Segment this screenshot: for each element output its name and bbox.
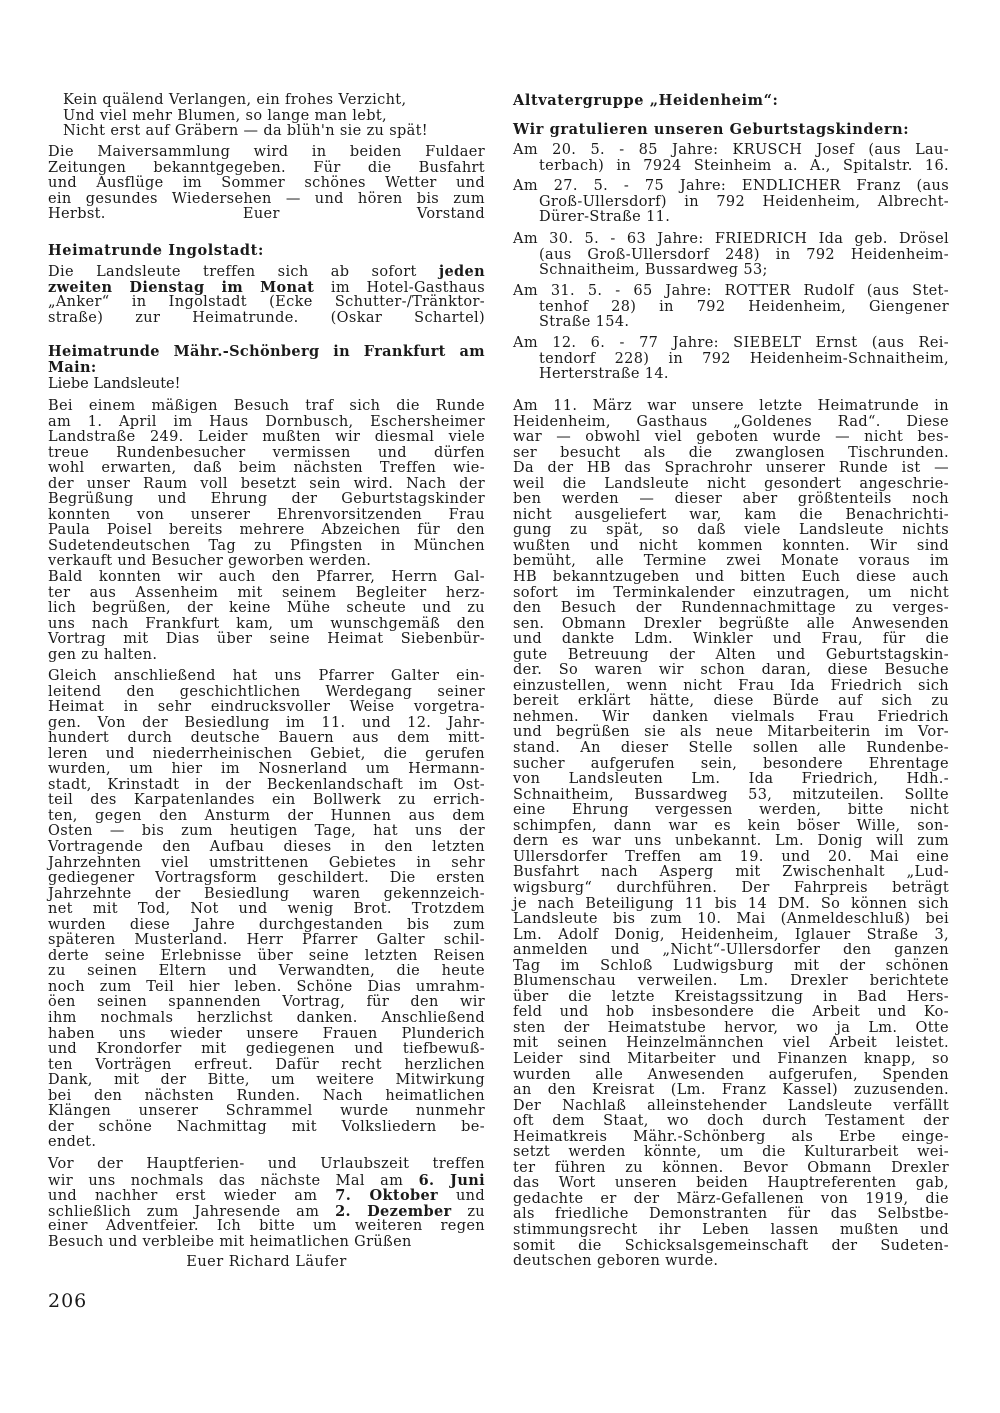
text-line: Dürer-Straße 11. xyxy=(539,209,671,226)
text-line: Heimatkreis Mähr.-Schönberg als Erbe einge- xyxy=(513,1128,949,1145)
text-line: „Anker“ in Ingolstadt (Ecke Schutter-/Tränktor- xyxy=(48,294,485,311)
paragraph-ingolstadt xyxy=(48,264,485,326)
text-line: sten der Heimatstube hervor, wo ja Lm. Otte xyxy=(513,1019,949,1036)
text-line: war — obwohl viel geboten wurde — nicht bes- xyxy=(513,429,949,446)
text-line: Main: xyxy=(48,358,97,376)
text-line: von Landsleuten Lm. Ida Friedrich, Hdh.- xyxy=(513,771,949,788)
text-line: derte seine Erlebnisse über seine letzten Reisen xyxy=(48,947,485,964)
text-line: Gleich anschließend hat uns Pfarrer Galter ein- xyxy=(48,668,485,684)
text-line: Dank, mit der Bitte, um weitere Mitwirkung xyxy=(48,1072,485,1089)
bold-text: jeden xyxy=(438,263,485,280)
text-line: wigsburg“ durchführen. Der Fahrpreis beträgt xyxy=(513,879,949,896)
text-line: ben werden — dieser aber größtenteils noch xyxy=(513,491,949,508)
text-line: wurden alle Anwesenden aufgerufen, Spenden xyxy=(513,1066,949,1083)
text-line: Vor der Hauptferien- und Urlaubszeit treffen xyxy=(48,1156,485,1172)
text-line: Am 27. 5. - 75 Jahre: ENDLICHER Franz (aus xyxy=(513,178,949,194)
text: und nachher erst wieder am xyxy=(48,1188,336,1205)
text-line: über die letzte Kreistagssitzung in Bad Hers- xyxy=(513,988,949,1005)
text-line: wurden, um hier im Nosnerland um Hermann- xyxy=(48,761,485,778)
text-line: schimpfen, dann war es kein böser Wille, son- xyxy=(513,817,949,834)
text-line xyxy=(48,280,485,296)
text-line xyxy=(48,1173,485,1189)
text-line: ihm nochmals herzlichst danken. Anschließend xyxy=(48,1010,485,1027)
text-line: endet. xyxy=(48,1134,97,1151)
text-line: Am 11. März war unsere letzte Heimatrunde in xyxy=(513,398,949,414)
text-line: Am 31. 5. - 65 Jahre: ROTTER Rudolf (aus Stet- xyxy=(513,283,949,299)
text-line xyxy=(48,1188,485,1204)
text-line: öen seinen spannenden Vortrag, für den wir xyxy=(48,994,485,1011)
text-line: Ullersdorfer Treffen am 19. und 20. Mai eine xyxy=(513,848,949,865)
birthday-entry xyxy=(513,284,949,331)
text-line: gen zu halten. xyxy=(48,646,158,663)
birthday-entry xyxy=(513,179,949,226)
text-line: Jahrzehnten viel umstrittenen Gebietes in sehr xyxy=(48,854,485,871)
text-line: sen. Obmann Drexler begrüßte alle Anwesenden xyxy=(513,615,949,632)
text-line: wußten und nicht kommen konnten. Wir sind xyxy=(513,537,949,554)
page-number: 206 xyxy=(48,1290,88,1312)
text-line: je nach Beteiligung 11 bis 14 DM. So können sich xyxy=(513,895,949,912)
text-line: Kein quälend Verlangen, ein frohes Verzicht, xyxy=(63,92,407,108)
text-line: leren und niederrheinischen Gebiet, die gerufen xyxy=(48,745,485,762)
text-line: und Krondorfer mit gediegenen und tiefbewuß- xyxy=(48,1041,485,1058)
text-line: Herterstraße 14. xyxy=(539,366,669,383)
text-line: Am 12. 6. - 77 Jahre: SIEBELT Ernst (aus Rei- xyxy=(513,335,949,351)
text-line: terbach) in 7924 Steinheim a. A., Spitalstr. 16. xyxy=(539,157,949,174)
text: Die Landsleute treffen sich ab sofort xyxy=(48,264,439,280)
paragraph-galter xyxy=(48,669,485,1151)
text-line: Vortragende den Aufbau dieses in den letzten xyxy=(48,839,485,856)
text-line: gen. Von der Besiedlung im 11. und 12. Jahr- xyxy=(48,714,485,731)
text-line: bemüht, alle Termine zwei Monate voraus im xyxy=(513,553,949,570)
text: und xyxy=(438,1188,485,1205)
text-line: Begrüßung und Ehrung der Geburtstagskinder xyxy=(48,491,485,508)
text-line: hundert durch deutsche Bauern aus dem mitt- xyxy=(48,730,485,747)
text-line: Tag im Schloß Ludwigsburg mit der schönen xyxy=(513,957,949,974)
heading-ingolstadt: Heimatrunde Ingolstadt: xyxy=(48,242,264,259)
text-line: Vortrag mit Dias über seine Heimat Siebenbür- xyxy=(48,631,485,648)
bold-text: 7. Oktober xyxy=(335,1187,439,1205)
text-line: an den Kreisrat (Lm. Franz Kassel) zuzusenden. xyxy=(513,1082,949,1099)
text-line: Paula Poisel bereits mehrere Abzeichen für den xyxy=(48,522,485,539)
text-line: ein gesundes Wiedersehen — und hören bis zum xyxy=(48,190,485,207)
text-line: und dankte Ldm. Winkler und Frau, für die xyxy=(513,631,949,648)
text-line: Klängen unserer Schrammel wurde nunmehr xyxy=(48,1103,485,1120)
text-line: leitend den geschichtlichen Werdegang seiner xyxy=(48,683,485,700)
text-line: der schöne Nachmittag mit Volksliedern be- xyxy=(48,1118,485,1135)
text-line: konnten von unserer Ehrenvorsitzenden Frau xyxy=(48,506,485,523)
text-line: teil des Karpatenlandes ein Bollwerk zu errich- xyxy=(48,792,485,809)
text-line: nicht ausgeliefert war, kam die Benachrichti- xyxy=(513,506,949,523)
text-line: mit seinen Heinzelmännchen viel Arbeit leistet. xyxy=(513,1035,949,1052)
text-line: als friedliche Demonstranten für das Selbstbe- xyxy=(513,1206,949,1223)
text-line: das Wort unseren beiden Hauptreferenten gab, xyxy=(513,1175,949,1192)
text-line: tenhof 28) in 792 Heidenheim, Giengener xyxy=(539,298,949,315)
text-line: treue Rundenbesucher vermissen und dürfen xyxy=(48,444,485,461)
text-line: net mit Tod, Not und wenig Brot. Trotzdem xyxy=(48,901,485,918)
text-line xyxy=(48,1204,485,1220)
text-line: Landsleute bis zum 10. Mai (Anmeldeschluß) bei xyxy=(513,911,949,928)
bold-text: 2. Dezember xyxy=(335,1202,452,1220)
text-line xyxy=(48,264,485,280)
text-line: Blumenschau verweilen. Lm. Drexler berichtete xyxy=(513,973,949,990)
text-line: gung zu spät, so daß viele Landsleute nichts xyxy=(513,522,949,539)
text-line: einzustellen, wenn nicht Frau Ida Friedrich sich xyxy=(513,677,949,694)
text-line: gediegener Vortragsform geschildert. Die ersten xyxy=(48,870,485,887)
text-line: stand. An dieser Stelle sollen alle Rundenbe- xyxy=(513,740,949,757)
text-line: (aus Groß-Ullersdorf 248) in 792 Heidenheim- xyxy=(539,246,949,263)
text-line: setzt werden könnte, um die Kulturarbeit wei- xyxy=(513,1144,949,1161)
text-line: ten, gegen den Ansturm der Hunnen aus dem xyxy=(48,807,485,824)
text-line: Leider sind Mitarbeiter und Finanzen knapp, so xyxy=(513,1050,949,1067)
text-line: Und viel mehr Blumen, so lange man lebt, xyxy=(63,107,387,124)
text-line: Heidenheim, Gasthaus „Goldenes Rad“. Diese xyxy=(513,413,949,430)
text-line: Straße 154. xyxy=(539,314,630,331)
text-line: Lm. Adolf Donig, Heidenheim, Iglauer Straße 3, xyxy=(513,926,949,943)
text-line: der. So waren wir schon daran, diese Besuche xyxy=(513,662,949,679)
text: schließlich zum Jahresende am xyxy=(48,1203,336,1220)
bold-text: 6. Juni xyxy=(418,1171,485,1189)
text-line: bei den nächsten Runden. Nach heimatlichen xyxy=(48,1087,485,1104)
text-line: dern es war uns unbekannt. Lm. Donig will zum xyxy=(513,833,949,850)
text-line: Am 30. 5. - 63 Jahre: FRIEDRICH Ida geb. Drösel xyxy=(513,231,949,247)
text-line: Landstraße 249. Leider mußten wir diesmal viele xyxy=(48,429,485,446)
text-line: Busfahrt nach Asperg mit Zwischenhalt „Lud- xyxy=(513,864,949,881)
paragraph-besuch xyxy=(48,399,485,663)
text-line: stadt, Krinstadt in der Beckenlandschaft im Ost- xyxy=(48,776,485,793)
text-line: anmelden und „Nicht“-Ullersdorfer den ganzen xyxy=(513,942,949,959)
text-line: Groß-Ullersdorf) in 792 Heidenheim, Albrecht- xyxy=(539,193,949,210)
text-line: stimmungsrecht ihr Leben lassen mußten und xyxy=(513,1221,949,1238)
text-line: haben uns wieder unsere Frauen Plunderich xyxy=(48,1025,485,1042)
bold-text: zweiten Dienstag im Monat xyxy=(48,278,315,296)
text-line: Schnaitheim, Bussardweg 53, mitzuteilen. Sollte xyxy=(513,786,949,803)
text-line: Am 20. 5. - 85 Jahre: KRUSCH Josef (aus Lau- xyxy=(513,142,949,158)
poem xyxy=(63,93,485,140)
birthday-entry xyxy=(513,143,949,174)
paragraph-maiversammlung xyxy=(48,145,485,223)
text-line: gute Betreuung der Alten und Geburtstagskin- xyxy=(513,646,949,663)
text-line: Besuch und verbleibe mit heimatlichen Grüßen xyxy=(48,1233,412,1250)
text-line: tendorf 228) in 792 Heidenheim-Schnaitheim, xyxy=(539,350,949,367)
text-line: ten Vorträgen erfreut. Dafür recht herzlichen xyxy=(48,1056,485,1073)
heading-frankfurt xyxy=(48,344,485,375)
text-line: Osten — bis zum heutigen Tage, hat uns der xyxy=(48,823,485,840)
paragraph-report xyxy=(513,399,949,1270)
text-line: der unser Raum voll besetzt sein wird. Nach der xyxy=(48,475,485,492)
text-line: Herbst. Euer Vorstand xyxy=(48,206,485,223)
text-line: nehmen. Wir danken vielmals Frau Friedrich xyxy=(513,708,949,725)
text-line: oft dem Staat, wo doch durch Testament der xyxy=(513,1113,949,1130)
birthday-entry xyxy=(513,232,949,279)
text-line: den Besuch der Rundennachmittage zu verges- xyxy=(513,600,949,617)
text-line: Da der HB das Sprachrohr unserer Runde ist — xyxy=(513,460,949,477)
subheading-birthdays: Wir gratulieren unseren Geburtstagskindern: xyxy=(513,121,910,138)
text-line: sofort im Terminkalender einzutragen, um nicht xyxy=(513,584,949,601)
birthday-entry xyxy=(513,336,949,383)
text-line: verkauft und Besucher geworben werden. xyxy=(48,553,372,570)
text-line: und Ausflüge im Sommer schönes Wetter und xyxy=(48,175,485,192)
text-line: feld und hob insbesondere die Arbeit und Ko- xyxy=(513,1004,949,1021)
signature: Euer Richard Läufer xyxy=(186,1254,347,1270)
heading-altvatergruppe: Altvatergruppe „Heidenheim“: xyxy=(513,92,779,109)
text-line: noch zum Teil hier leben. Schöne Dias umrahm- xyxy=(48,978,485,995)
text-line: und begrüßen sie als neue Mitarbeiterin im Vor- xyxy=(513,724,949,741)
text-line: lich begrüßen, der keine Mühe scheute und zu xyxy=(48,600,485,617)
text-line: Nicht erst auf Gräbern — da blüh'n sie zu spät! xyxy=(63,123,428,140)
text-line: Bei einem mäßigen Besuch traf sich die Runde xyxy=(48,398,485,414)
text-line: straße) zur Heimatrunde. (Oskar Schartel) xyxy=(48,309,485,326)
text-line: wurden diese Jahre durchgestanden bis zum xyxy=(48,916,485,933)
text-line: Der Nachlaß alleinstehender Landsleute verfällt xyxy=(513,1097,949,1114)
text-line: gedachte er der März-Gefallenen von 1919, die xyxy=(513,1190,949,1207)
text-line: Jahrzehnte der Besiedlung waren gekennzeich- xyxy=(48,885,485,902)
text-line: Heimat in sehr eindrucksvoller Weise vorgetra- xyxy=(48,699,485,716)
text-line: am 1. April im Haus Dornbusch, Eschersheimer xyxy=(48,413,485,430)
greeting: Liebe Landsleute! xyxy=(48,376,181,392)
text-line: ter aus Assenheim mit seinem Begleiter herz- xyxy=(48,584,485,601)
text-line: uns nach Frankfurt kam, um wunschgemäß den xyxy=(48,615,485,632)
text: im Hotel-Gasthaus xyxy=(314,279,486,296)
text-line: eine Ehrung vergessen werden, bitte nicht xyxy=(513,802,949,819)
text-line: Die Maiversammlung wird in beiden Fuldaer xyxy=(48,144,485,160)
text-line: späteren Musterland. Herr Pfarrer Galter schil- xyxy=(48,932,485,949)
text-line: Schnaitheim, Bussardweg 53; xyxy=(539,262,768,279)
text-line: HB bekanntzugeben und bitten Euch diese auch xyxy=(513,569,949,586)
text-line: sucher aufgerufen sein, besondere Ehrentage xyxy=(513,755,949,772)
text-line: Zeitungen bekanntgegeben. Für die Busfahrt xyxy=(48,159,485,176)
paragraph-termine xyxy=(48,1157,485,1250)
text-line: Heimatrunde Mähr.-Schönberg in Frankfurt am xyxy=(48,343,485,360)
text-line: Sudetendeutschen Tag zu Pfingsten in München xyxy=(48,537,485,554)
text-line: bereit erklärt hätte, diese Bürde auf sich zu xyxy=(513,693,949,710)
text-line: deutschen geboren wurde. xyxy=(513,1253,719,1270)
text-line: zu seinen Eltern und Verwandten, die heute xyxy=(48,963,485,980)
text: zu xyxy=(451,1203,485,1220)
text: wir uns nochmals das nächste Mal am xyxy=(48,1172,419,1189)
text-line: wohl erwarten, daß beim nächsten Treffen wie- xyxy=(48,460,485,477)
text-line: Bald konnten wir auch den Pfarrer, Herrn Gal- xyxy=(48,569,485,586)
text-line: weil die Landsleute nicht gesondert angeschrie- xyxy=(513,475,949,492)
text-line: ser besucht als die zwanglosen Tischrunden. xyxy=(513,444,949,461)
text-line: einer Adventfeier. Ich bitte um weiteren regen xyxy=(48,1218,485,1235)
text-line: ter führen zu können. Bevor Obmann Drexler xyxy=(513,1159,949,1176)
text-line: somit die Schicksalsgemeinschaft der Sudeten- xyxy=(513,1237,949,1254)
